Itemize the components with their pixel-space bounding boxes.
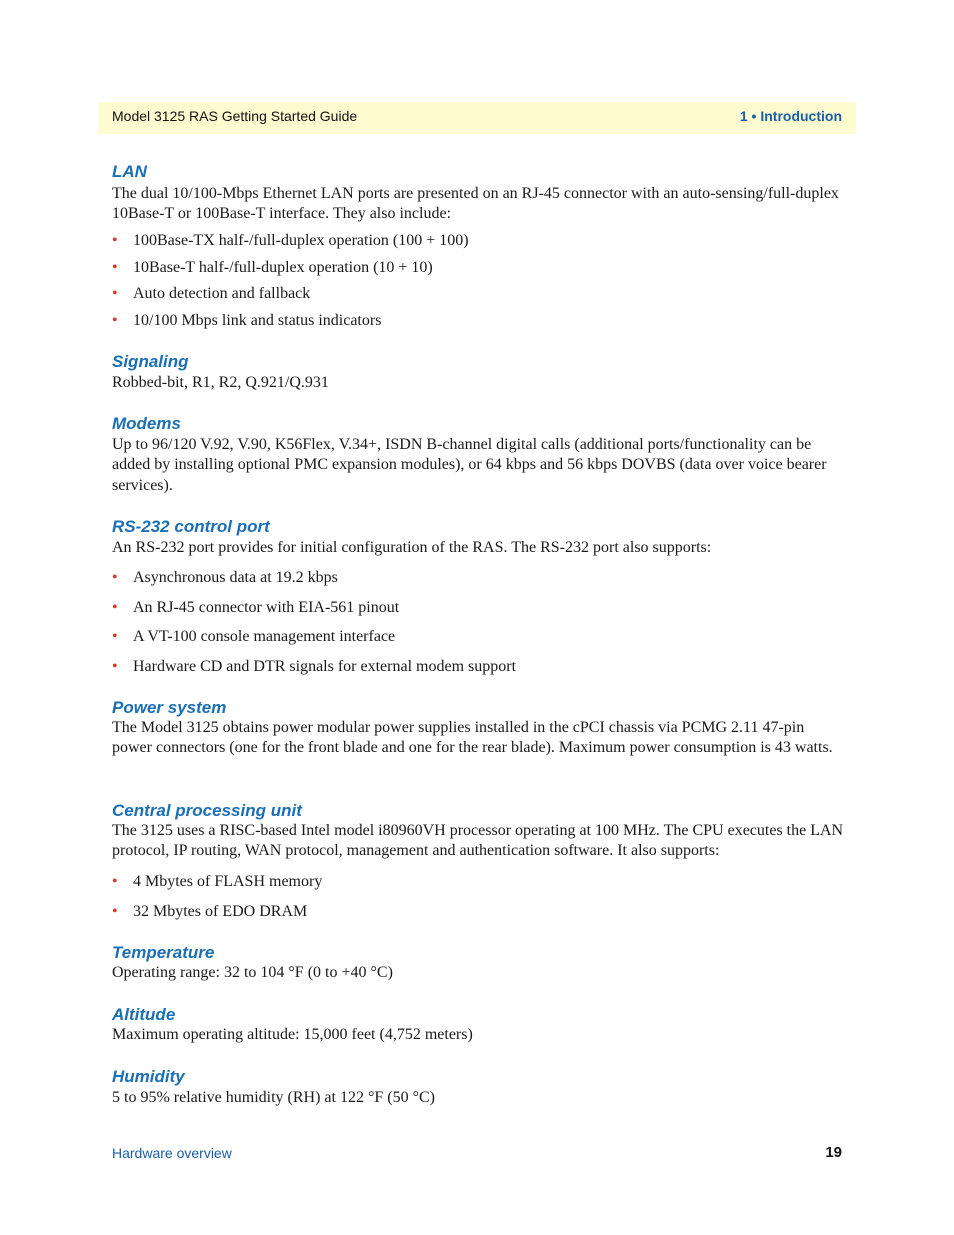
heading-temperature: Temperature	[112, 943, 215, 962]
heading-humidity: Humidity	[112, 1067, 185, 1086]
bullet-icon: •	[112, 569, 118, 586]
signaling-body: Robbed-bit, R1, R2, Q.921/Q.931	[112, 374, 329, 391]
bullet-icon: •	[112, 285, 118, 302]
heading-modems: Modems	[112, 414, 181, 433]
heading-altitude: Altitude	[112, 1005, 176, 1024]
bullet-icon: •	[112, 259, 118, 276]
chapter-label: 1 • Introduction	[739, 108, 842, 124]
list-item-text: 10Base-T half-/full-duplex operation (10 + 10)	[133, 259, 433, 276]
footer-section-label: Hardware overview	[112, 1145, 232, 1161]
list-item-text: 4 Mbytes of FLASH memory	[133, 873, 323, 890]
list-item-text: 100Base-TX half-/full-duplex operation (100 + 100)	[133, 232, 469, 249]
bullet-icon: •	[112, 903, 118, 920]
bullet-icon: •	[112, 599, 118, 616]
document-title: Model 3125 RAS Getting Started Guide	[112, 108, 358, 124]
bullet-icon: •	[112, 873, 118, 890]
bullet-icon: •	[112, 312, 118, 329]
running-header	[98, 102, 856, 134]
power-body: The Model 3125 obtains power modular power supplies installed in the cPCI chassis via PCMG 2.11 47-pin power connectors (one for the front blade and one for the rear blade). Maximum power consumption is 43 watts.	[112, 719, 833, 757]
rs232-body: An RS-232 port provides for initial configuration of the RAS. The RS-232 port also supports:	[112, 539, 712, 556]
list-item-text: A VT-100 console management interface	[133, 628, 396, 645]
heading-cpu: Central processing unit	[112, 801, 302, 820]
list-item-text: Asynchronous data at 19.2 kbps	[133, 569, 338, 586]
lan-body: The dual 10/100-Mbps Ethernet LAN ports are presented on an RJ-45 connector with an auto-sensing/full-duplex 10Base-T or 100Base-T interface. They also include:	[112, 185, 839, 223]
list-item-text: Auto detection and fallback	[133, 285, 311, 302]
list-item-text: 32 Mbytes of EDO DRAM	[133, 903, 308, 920]
modems-body: Up to 96/120 V.92, V.90, K56Flex, V.34+, ISDN B-channel digital calls (additional ports/functionality can be added by installing optional PMC expansion modules), or 64 kbps and 56 kbps DOVBS (data over voice bearer services).	[112, 436, 827, 494]
list-item-text: Hardware CD and DTR signals for external modem support	[133, 658, 517, 675]
cpu-body: The 3125 uses a RISC-based Intel model i80960VH processor operating at 100 MHz. The CPU executes the LAN protocol, IP routing, WAN protocol, management and authentication software. It also supports:	[112, 822, 844, 860]
bullet-icon: •	[112, 232, 118, 249]
page-number: 19	[825, 1144, 842, 1161]
humidity-body: 5 to 95% relative humidity (RH) at 122 °F (50 °C)	[112, 1089, 435, 1106]
heading-power-system: Power system	[112, 698, 227, 717]
bullet-icon: •	[112, 628, 118, 645]
heading-rs232: RS-232 control port	[112, 517, 270, 536]
heading-signaling: Signaling	[112, 352, 189, 371]
list-item-text: 10/100 Mbps link and status indicators	[133, 312, 382, 329]
heading-lan: LAN	[112, 162, 147, 181]
list-item-text: An RJ-45 connector with EIA-561 pinout	[133, 599, 400, 616]
altitude-body: Maximum operating altitude: 15,000 feet (4,752 meters)	[112, 1026, 473, 1043]
bullet-icon: •	[112, 658, 118, 675]
temperature-body: Operating range: 32 to 104 °F (0 to +40 °C)	[112, 964, 393, 981]
